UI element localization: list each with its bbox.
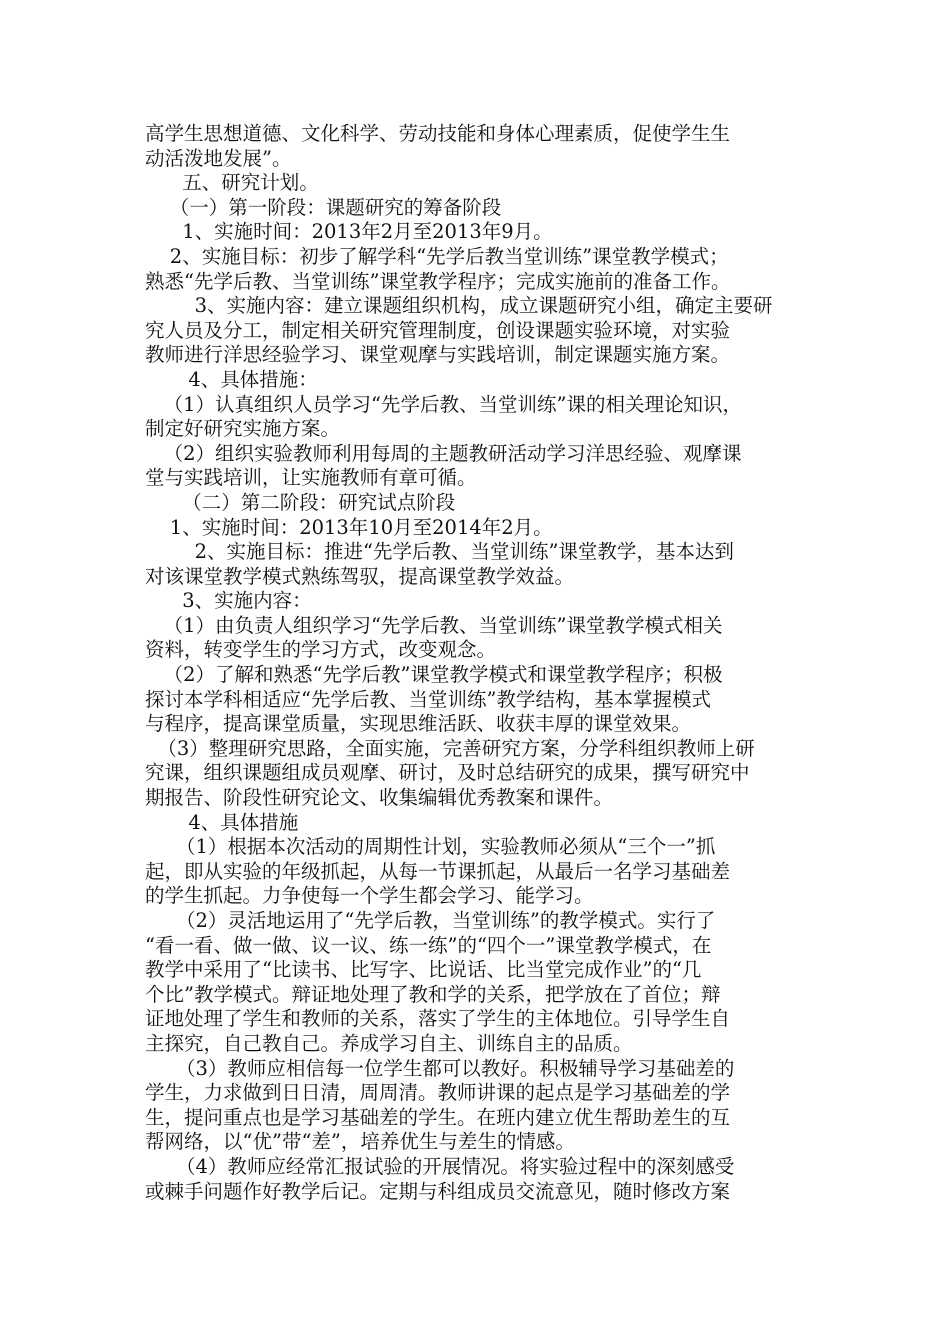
text-line: 教学中采用了“比读书、比写字、比说话、比当堂完成作业”的“几 [145,958,702,982]
document-body [145,122,810,1204]
text-line: 探讨本学科相适应“先学后教、当堂训练”教学结构，基本掌握模式 [145,687,711,711]
text-line: 究人员及分工，制定相关研究管理制度，创设课题实验环境，对实验 [145,318,731,342]
text-line: 熟悉“先学后教、当堂训练”课堂教学程序；完成实施前的准备工作。 [145,269,731,293]
text-line: 教师进行洋思经验学习、课堂观摩与实践培训，制定课题实施方案。 [145,343,731,367]
text-line: 学生，力求做到日日清，周周清。教师讲课的起点是学习基础差的学 [145,1081,731,1105]
text-line: 1、实施时间：2013年2月至2013年9月。 [145,220,553,244]
text-line: “看一看、做一做、议一议、练一练”的“四个一”课堂教学模式，在 [145,933,712,957]
text-line: 起，即从实验的年级抓起，从每一节课抓起，从最后一名学习基础差 [145,859,731,883]
text-line: 期报告、阶段性研究论文、收集编辑优秀教案和课件。 [145,786,614,810]
text-line: 或棘手问题作好教学后记。定期与科组成员交流意见，随时修改方案 [145,1179,731,1203]
section-heading: 五、研究计划。 [145,171,319,195]
text-line: （1）根据本次活动的周期性计划，实验教师必须从“三个一”抓 [145,835,716,859]
text-line: 动活泼地发展”。 [145,146,292,170]
text-line: 对该课堂教学模式熟练驾驭，提高课堂教学效益。 [145,564,575,588]
text-line: 4、具体措施 [145,810,299,834]
text-line: 帮网络，以“优”带“差”，培养优生与差生的情感。 [145,1130,575,1154]
subsection-heading: （二）第二阶段：研究试点阶段 [145,490,456,514]
text-line: （3）整理研究思路，全面实施，完善研究方案，分学科组织教师上研 [145,736,755,760]
text-line: 个比”教学模式。辩证地处理了教和学的关系，把学放在了首位；辩 [145,982,721,1006]
text-line: 高学生思想道德、文化科学、劳动技能和身体心理素质，促使学生生 [145,122,731,145]
text-line: 3、实施内容： [145,589,312,613]
subsection-heading: （一）第一阶段：课题研究的筹备阶段 [145,195,502,219]
text-line: （2）组织实验教师利用每周的主题教研活动学习洋思经验、观摩课 [145,441,742,465]
text-line: 究课，组织课题组成员观摩、研讨，及时总结研究的成果，撰写研究中 [145,761,750,785]
text-line: （1）认真组织人员学习“先学后教、当堂训练”课的相关理论知识， [145,392,742,416]
text-line: （2）了解和熟悉“先学后教”课堂教学模式和课堂教学程序；积极 [145,663,723,687]
text-line: 堂与实践培训，让实施教师有章可循。 [145,466,477,490]
text-line: （4）教师应经常汇报试验的开展情况。将实验过程中的深刻感受 [145,1154,735,1178]
text-line: 主探究，自己教自己。养成学习自主、训练自主的品质。 [145,1031,633,1055]
text-line: 的学生抓起。力争使每一个学生都会学习、能学习。 [145,884,594,908]
text-line: 2、实施目标：推进“先学后教、当堂训练”课堂教学，基本达到 [145,540,734,564]
text-line: 证地处理了学生和教师的关系，落实了学生的主体地位。引导学生自 [145,1007,731,1031]
text-line: 2、实施目标：初步了解学科“先学后教当堂训练”课堂教学模式； [145,244,729,268]
text-line: 制定好研究实施方案。 [145,417,341,441]
text-line: 资料，转变学生的学习方式，改变观念。 [145,638,497,662]
text-line: 生，提问重点也是学习基础差的学生。在班内建立优生帮助差生的互 [145,1105,731,1129]
text-line: （3）教师应相信每一位学生都可以教好。积极辅导学习基础差的 [145,1056,735,1080]
text-line: （1）由负责人组织学习“先学后教、当堂训练”课堂教学模式相关 [145,613,723,637]
text-line: （2）灵活地运用了“先学后教，当堂训练”的教学模式。实行了 [145,909,716,932]
text-line: 1、实施时间：2013年10月至2014年2月。 [145,515,553,539]
text-line: 3、实施内容：建立课题组织机构，成立课题研究小组，确定主要研 [145,294,773,318]
text-line: 4、具体措施： [145,367,318,391]
text-line: 与程序，提高课堂质量，实现思维活跃、收获丰厚的课堂效果。 [145,712,692,736]
